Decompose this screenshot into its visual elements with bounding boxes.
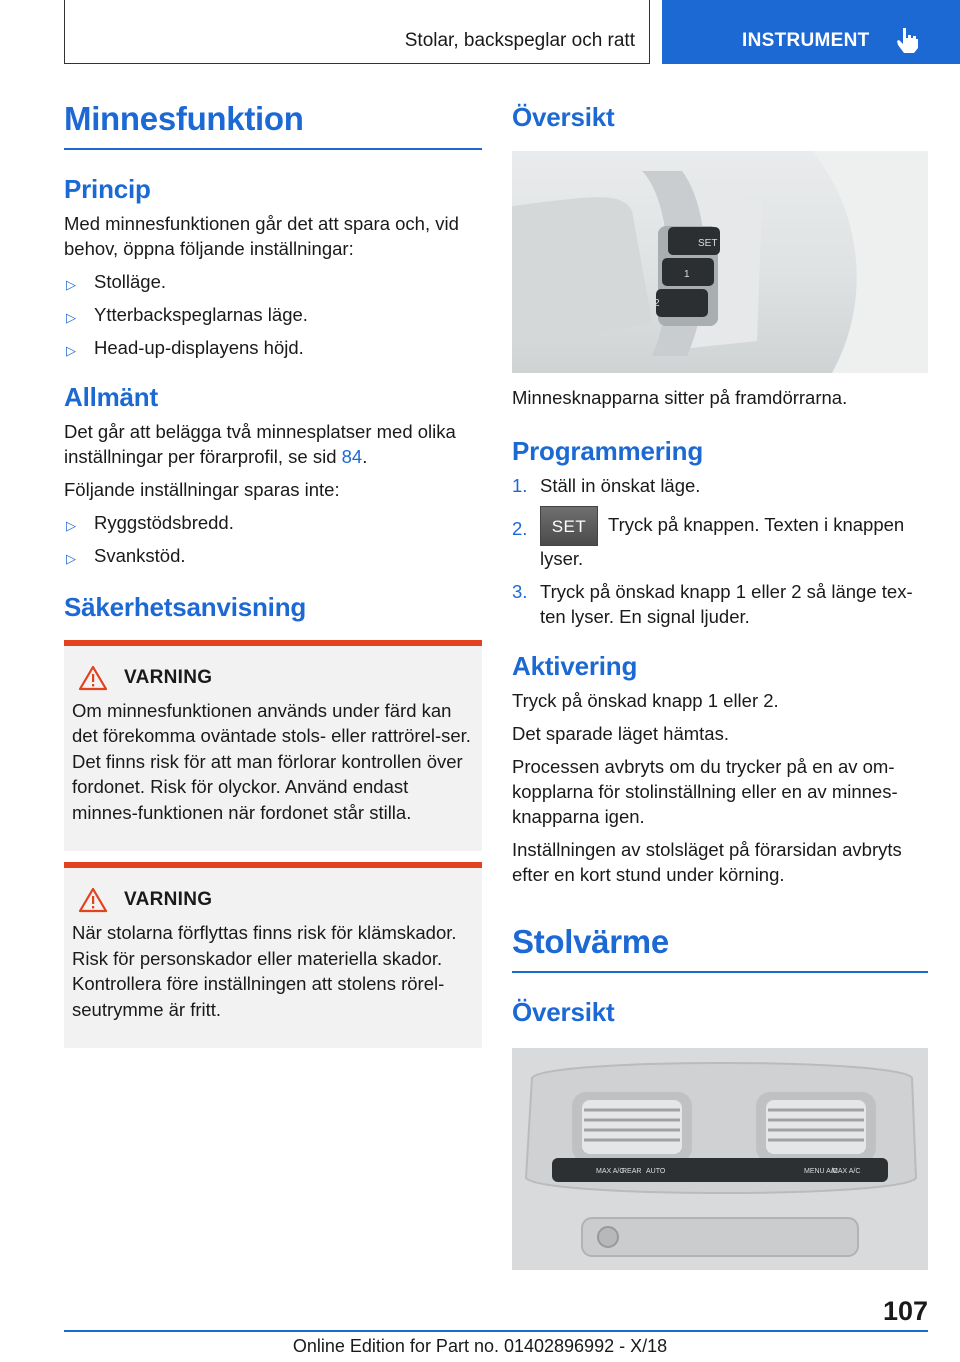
triangle-bullet-icon: ▷ bbox=[66, 276, 76, 292]
door-panel-illustration bbox=[512, 151, 928, 373]
aktivering-text: Tryck på önskad knapp 1 eller 2. bbox=[512, 690, 779, 711]
step-item: 1. Ställ in önskat läge. bbox=[512, 475, 701, 496]
allmant-list bbox=[64, 510, 482, 568]
allmant-text-2: Följande inställningar sparas inte: bbox=[64, 478, 340, 500]
air-vent-right bbox=[756, 1092, 876, 1162]
right-column bbox=[512, 100, 928, 1270]
warning-header bbox=[78, 664, 474, 692]
triangle-bullet-icon: ▷ bbox=[66, 517, 76, 533]
memory-button-set bbox=[668, 227, 720, 255]
air-vent-left bbox=[572, 1092, 692, 1162]
warning-box bbox=[64, 862, 482, 1048]
svg-text:AUTO: AUTO bbox=[646, 1167, 666, 1175]
warning-text: Om minnesfunktionen används under färd kan det förekomma oväntade stols- eller rattrörel-ser. Det finns risk för att man förlorar kontrollen över fordonet. Risk för olyckor. Använd endast minnes-funktionen när fordonet står stilla. bbox=[72, 699, 471, 823]
princip-text: Med minnesfunktionen går det att spara och, vid behov, öppna följande inställningar: bbox=[64, 212, 459, 259]
climate-panel-photo bbox=[512, 1048, 928, 1270]
svg-text:REAR: REAR bbox=[622, 1167, 642, 1175]
memory-button-1 bbox=[662, 258, 714, 286]
climate-panel-illustration bbox=[512, 1048, 928, 1270]
heading-princip: Princip bbox=[64, 173, 151, 204]
heading-programmering: Programmering bbox=[512, 436, 704, 466]
heading-sakerhetsanvisning: Säkerhetsanvisning bbox=[64, 591, 307, 622]
aktivering-text: Processen avbryts om du trycker på en av om-kopplarna för stolinställning eller en av minnes-knapparna igen. bbox=[512, 756, 898, 827]
step-item: 2. SET Tryck på knappen. Texten i knappen lyser. bbox=[512, 506, 928, 571]
triangle-bullet-icon: ▷ bbox=[66, 550, 76, 566]
warning-triangle-icon bbox=[78, 887, 108, 913]
list-item: ▷ Ryggstödsbredd. bbox=[64, 510, 482, 535]
warning-title: VARNING bbox=[124, 889, 213, 910]
aktivering-text: Inställningen av stolsläget på förarsidan avbryts efter en kort stund under körning. bbox=[512, 839, 902, 885]
title-rule bbox=[64, 148, 482, 150]
heading-oversikt-2: Översikt bbox=[512, 996, 615, 1027]
memory-button-2 bbox=[654, 289, 708, 317]
warning-title: VARNING bbox=[124, 666, 213, 688]
section-title-minnesfunktion: Minnesfunktion bbox=[64, 100, 304, 137]
programmering-steps bbox=[512, 473, 928, 629]
list-item: ▷ Svankstöd. bbox=[64, 543, 482, 568]
section-title-stolvarme: Stolvärme bbox=[512, 923, 669, 960]
warning-header bbox=[78, 886, 474, 914]
svg-text:2: 2 bbox=[654, 298, 660, 309]
climate-button-strip bbox=[552, 1158, 888, 1182]
hand-pointing-icon bbox=[894, 26, 920, 54]
photo-caption: Minnesknapparna sitter på framdörrarna. bbox=[512, 387, 848, 408]
warning-triangle-icon bbox=[78, 665, 108, 691]
list-item: ▷ Ytterbackspeglarnas läge. bbox=[64, 302, 482, 327]
header-section-tab bbox=[64, 0, 650, 64]
svg-text:MAX A/C: MAX A/C bbox=[596, 1167, 625, 1175]
triangle-bullet-icon: ▷ bbox=[66, 309, 76, 325]
warning-text: När stolarna förflyttas finns risk för klämskador. Risk för personskador eller materiella skador. Kontrollera före inställningen att stolens rörel-seutrymme är fritt. bbox=[72, 922, 457, 1020]
heading-allmant: Allmänt bbox=[64, 381, 158, 412]
warning-box bbox=[64, 640, 482, 852]
footer-edition: Online Edition for Part no. 01402896992 - X/18 bbox=[292, 1336, 668, 1356]
svg-text:MAX A/C: MAX A/C bbox=[832, 1167, 861, 1175]
heading-aktivering: Aktivering bbox=[512, 651, 638, 681]
svg-text:MENU A/C: MENU A/C bbox=[804, 1167, 838, 1175]
svg-text:SET: SET bbox=[698, 238, 718, 249]
left-column bbox=[64, 100, 482, 1048]
heading-oversikt: Översikt bbox=[512, 102, 615, 132]
list-item: ▷ Stolläge. bbox=[64, 269, 482, 294]
title-rule bbox=[512, 971, 928, 973]
step-item: 3. Tryck på önskad knapp 1 eller 2 så länge tex-ten lyser. En signal ljuder. bbox=[512, 581, 913, 627]
set-button-icon: SET bbox=[540, 506, 598, 546]
page-reference-link[interactable]: 84 bbox=[341, 445, 363, 467]
page-number: 107 bbox=[882, 1296, 928, 1326]
memory-buttons-photo bbox=[512, 151, 928, 373]
triangle-bullet-icon: ▷ bbox=[66, 342, 76, 358]
allmant-text: Det går att belägga två minnesplatser med olika inställningar per förarprofil, se sid 84. bbox=[64, 420, 456, 467]
header-section-title: Stolar, backspeglar och ratt bbox=[404, 30, 635, 51]
header-chapter-tab[interactable] bbox=[662, 0, 960, 64]
aktivering-text: Det sparade läget hämtas. bbox=[512, 723, 729, 744]
princip-list bbox=[64, 269, 482, 360]
svg-text:1: 1 bbox=[684, 269, 690, 280]
header-chapter-title: INSTRUMENT bbox=[742, 30, 870, 51]
footer-rule bbox=[64, 1330, 928, 1332]
list-item: ▷ Head-up-displayens höjd. bbox=[64, 335, 482, 360]
